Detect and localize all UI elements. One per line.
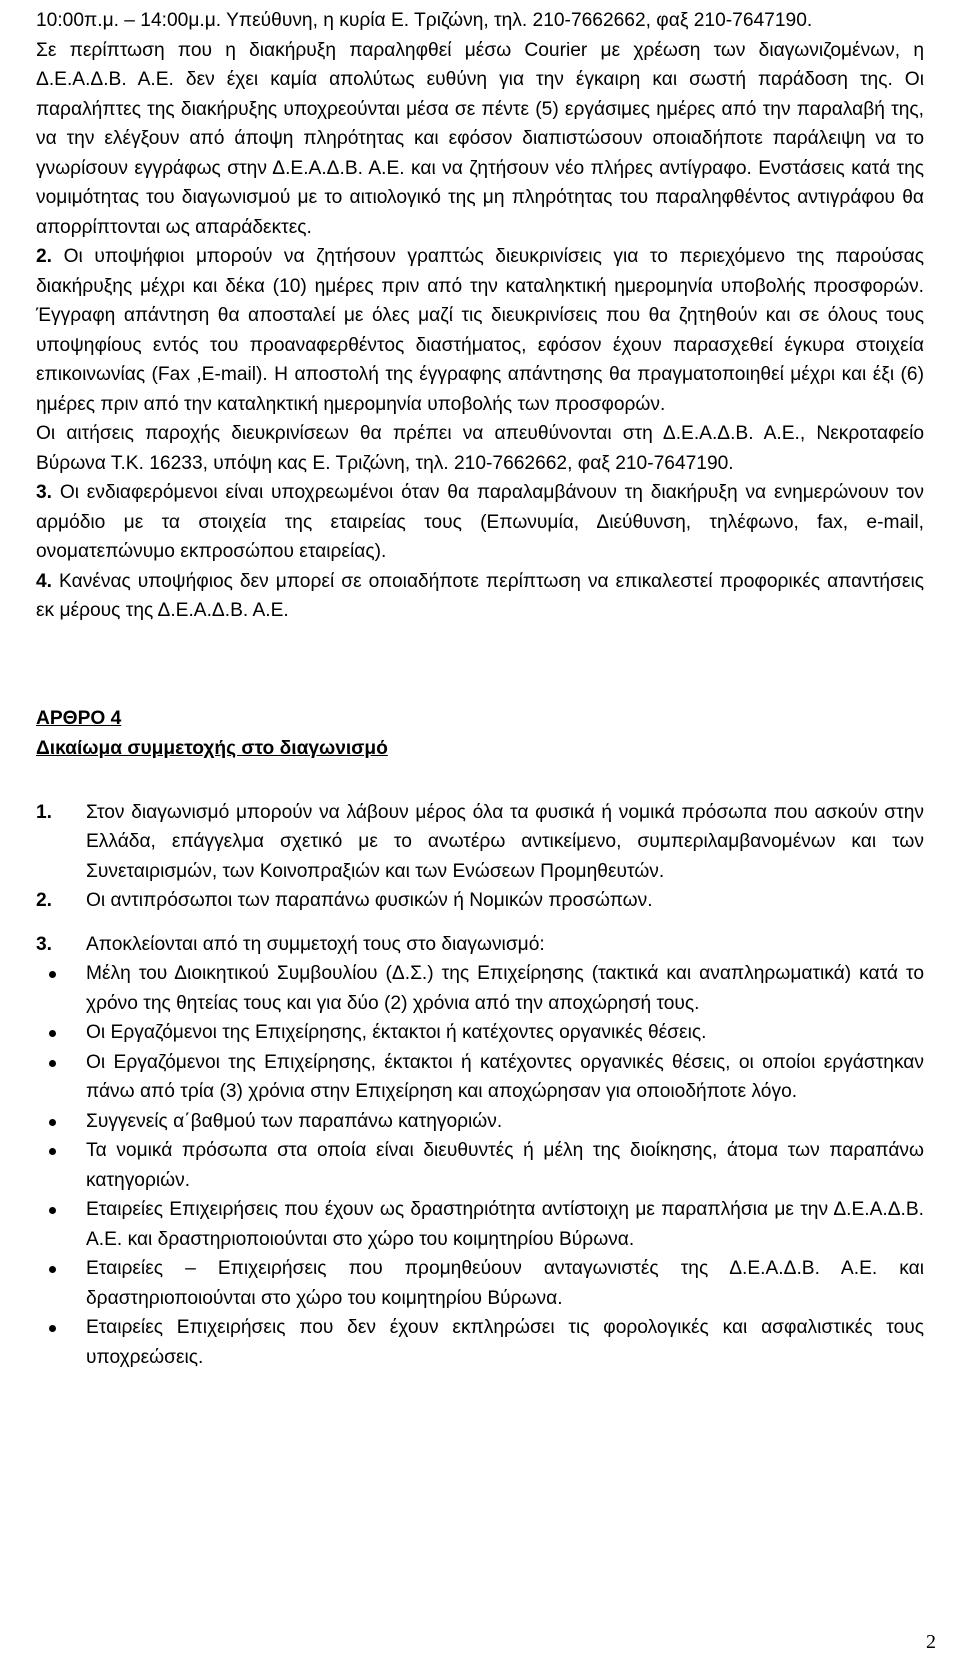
exclusion-item [36, 1107, 924, 1137]
bullet-icon [49, 1207, 56, 1214]
item-number: 1. [36, 801, 53, 823]
exclusions-list [36, 959, 924, 1372]
bullet-icon [49, 1030, 56, 1037]
bullet-icon [49, 1325, 56, 1332]
exclusion-text: Μέλη του Διοικητικού Συμβουλίου (Δ.Σ.) της Επιχείρησης (τακτικά και αναπληρωματικά) κατά το χρόνο της θητείας τους και για δύο (2) χρόνια από την αποχώρησή τους. [86, 963, 924, 1014]
bullet-icon [49, 1148, 56, 1155]
exclusion-item [36, 1018, 924, 1048]
exclusion-text: Οι Εργαζόμενοι της Επιχείρησης, έκτακτοι ή κατέχοντες οργανικές θέσεις, οι οποίοι εργάστηκαν πάνω από τρία (3) χρόνια στην Επιχείρηση και αποχώρησαν για οποιοδήποτε λόγο. [86, 1051, 924, 1102]
article-label: ΑΡΘΡΟ 4 [36, 707, 122, 729]
exclusion-item [36, 1313, 924, 1372]
exclusion-item [36, 1136, 924, 1195]
item-text: Οι υποψήφιοι μπορούν να ζητήσουν γραπτώς διευκρινίσεις για το περιεχόμενο της παρούσας διακήρυξης μέχρι και δέκα (10) ημέρες πριν από την καταληκτική ημερομηνία υποβολής προσφορών. Έγγραφη απάντηση θα αποσταλεί με όλες μαζί τις διευκρινίσεις που θα ζητηθούν και σε όλους τους υποψηφίους εντός του προαναφερθέντος διαστήματος, εφόσον έχουν παρασχεθεί έγκυρα στοιχεία επικοινωνίας (Fax ,E-mail). Η αποστολή της έγγραφης απάντησης θα πραγματοποιηθεί μέχρι και έξι (6) ημέρες πριν από την καταληκτική ημερομηνία υποβολής των προσφορών. [36, 246, 924, 415]
exclusion-text: Συγγενείς α΄βαθμού των παραπάνω κατηγοριών. [86, 1110, 503, 1132]
item-number: 2. [36, 246, 53, 267]
article-heading [36, 704, 924, 764]
exclusion-text: Εταιρείες Επιχειρήσεις που έχουν ως δραστηριότητα αντίστοιχη με παραπλήσια με την Δ.Ε.Α.Δ.Β. Α.Ε. και δραστηριοποιούνται στο χώρο του κοιμητηρίου Βύρωνα. [86, 1199, 924, 1250]
intro-paragraph: Σε περίπτωση που η διακήρυξη παραληφθεί μέσω Courier με χρέωση των διαγωνιζομένων, η Δ.Ε.Α.Δ.Β. Α.Ε. δεν έχει καμία απολύτως ευθύνη για την έγκαιρη και σωστή παράδοση της. Οι παραλήπτες της διακήρυξης υποχρεούνται μέσα σε πέντε (5) εργάσιμες ημέρες από την παραλαβή της, να την ελέγξουν από άποψη πληρότητας και εφόσον διαπιστώσουν οποιαδήποτε παράλειψη να το γνωρίσουν εγγράφως στην Δ.Ε.Α.Δ.Β. Α.Ε. και να ζητήσουν νέο πλήρες αντίγραφο. Ενστάσεις κατά της νομιμότητας του διαγωνισμού με το αιτιολογικό της μη πληρότητας του παραληφθέντος αντιγράφου θα απορρίπτονται ως απαράδεκτες. [36, 39, 924, 238]
item-text: Οι ενδιαφερόμενοι είναι υποχρεωμένοι όταν θα παραλαμβάνουν τη διακήρυξη να ενημερώνουν τον αρμόδιο με τα στοιχεία της εταιρείας τους (Επωνυμία, Διεύθυνση, τηλέφωνο, fax, e-mail, ονοματεπώνυμο εκπροσώπου εταιρείας). [36, 482, 924, 562]
item-text: Κανένας υποψήφιος δεν μπορεί σε οποιαδήποτε περίπτωση να επικαλεστεί προφορικές απαντήσεις εκ μέρους της Δ.Ε.Α.Δ.Β. Α.Ε. [36, 570, 924, 621]
clarifications-item [36, 242, 924, 419]
exclusion-item [36, 1048, 924, 1107]
item-text: Αποκλείονται από τη συμμετοχή τους στο διαγωνισμό: [86, 933, 545, 955]
item-number: 4. [36, 570, 53, 592]
clarifications-item [36, 567, 924, 626]
item-number: 3. [36, 482, 53, 503]
exclusion-text: Εταιρείες – Επιχειρήσεις που προμηθεύουν ανταγωνιστές της Δ.Ε.Α.Δ.Β. Α.Ε. και δραστηριοποιούνται στο χώρο του κοιμητηρίου Βύρωνα. [86, 1258, 924, 1309]
article-item [36, 930, 924, 960]
exclusion-text: Εταιρείες Επιχειρήσεις που δεν έχουν εκπληρώσει τις φορολογικές και ασφαλιστικές τους υποχρεώσεις. [86, 1317, 924, 1368]
bullet-icon [49, 971, 56, 978]
article-item [36, 886, 924, 916]
article-title: Δικαίωμα συμμετοχής στο διαγωνισμό [36, 737, 388, 759]
document-page [36, 6, 924, 1372]
exclusion-item [36, 1254, 924, 1313]
item-text: Στον διαγωνισμό μπορούν να λάβουν μέρος όλα τα φυσικά ή νομικά πρόσωπα που ασκούν στην Ελλάδα, επάγγελμα σχετικό με το ανωτέρω αντικείμενο, συμπεριλαμβανομένων και των Συνεταιρισμών, των Κοινοπραξιών και των Ενώσεων Προμηθευτών. [86, 801, 924, 882]
bullet-icon [49, 1060, 56, 1067]
bullet-icon [49, 1266, 56, 1273]
clarifications-address: Οι αιτήσεις παροχής διευκρινίσεων θα πρέπει να απευθύνονται στη Δ.Ε.Α.Δ.Β. Α.Ε., Νεκροταφείο Βύρωνα Τ.Κ. 16233, υπόψη κας Ε. Τριζώνη, τηλ. 210-7662662, φαξ 210-7647190. [36, 423, 924, 474]
page-number: 2 [926, 1631, 936, 1653]
exclusion-item [36, 959, 924, 1018]
clarifications-item [36, 478, 924, 567]
item-number: 3. [36, 933, 53, 955]
item-text: Οι αντιπρόσωποι των παραπάνω φυσικών ή Νομικών προσώπων. [86, 890, 653, 911]
bullet-icon [49, 1119, 56, 1126]
item-number: 2. [36, 890, 53, 911]
intro-paragraph: 10:00π.μ. – 14:00μ.μ. Υπεύθυνη, η κυρία Ε. Τριζώνη, τηλ. 210-7662662, φαξ 210-7647190. [36, 10, 813, 31]
exclusion-text: Τα νομικά πρόσωπα στα οποία είναι διευθυντές ή μέλη της διοίκησης, άτομα των παραπάνω κατηγοριών. [86, 1140, 924, 1191]
exclusion-item [36, 1195, 924, 1254]
article-item [36, 798, 924, 887]
exclusion-text: Οι Εργαζόμενοι της Επιχείρησης, έκτακτοι ή κατέχοντες οργανικές θέσεις. [86, 1022, 707, 1043]
